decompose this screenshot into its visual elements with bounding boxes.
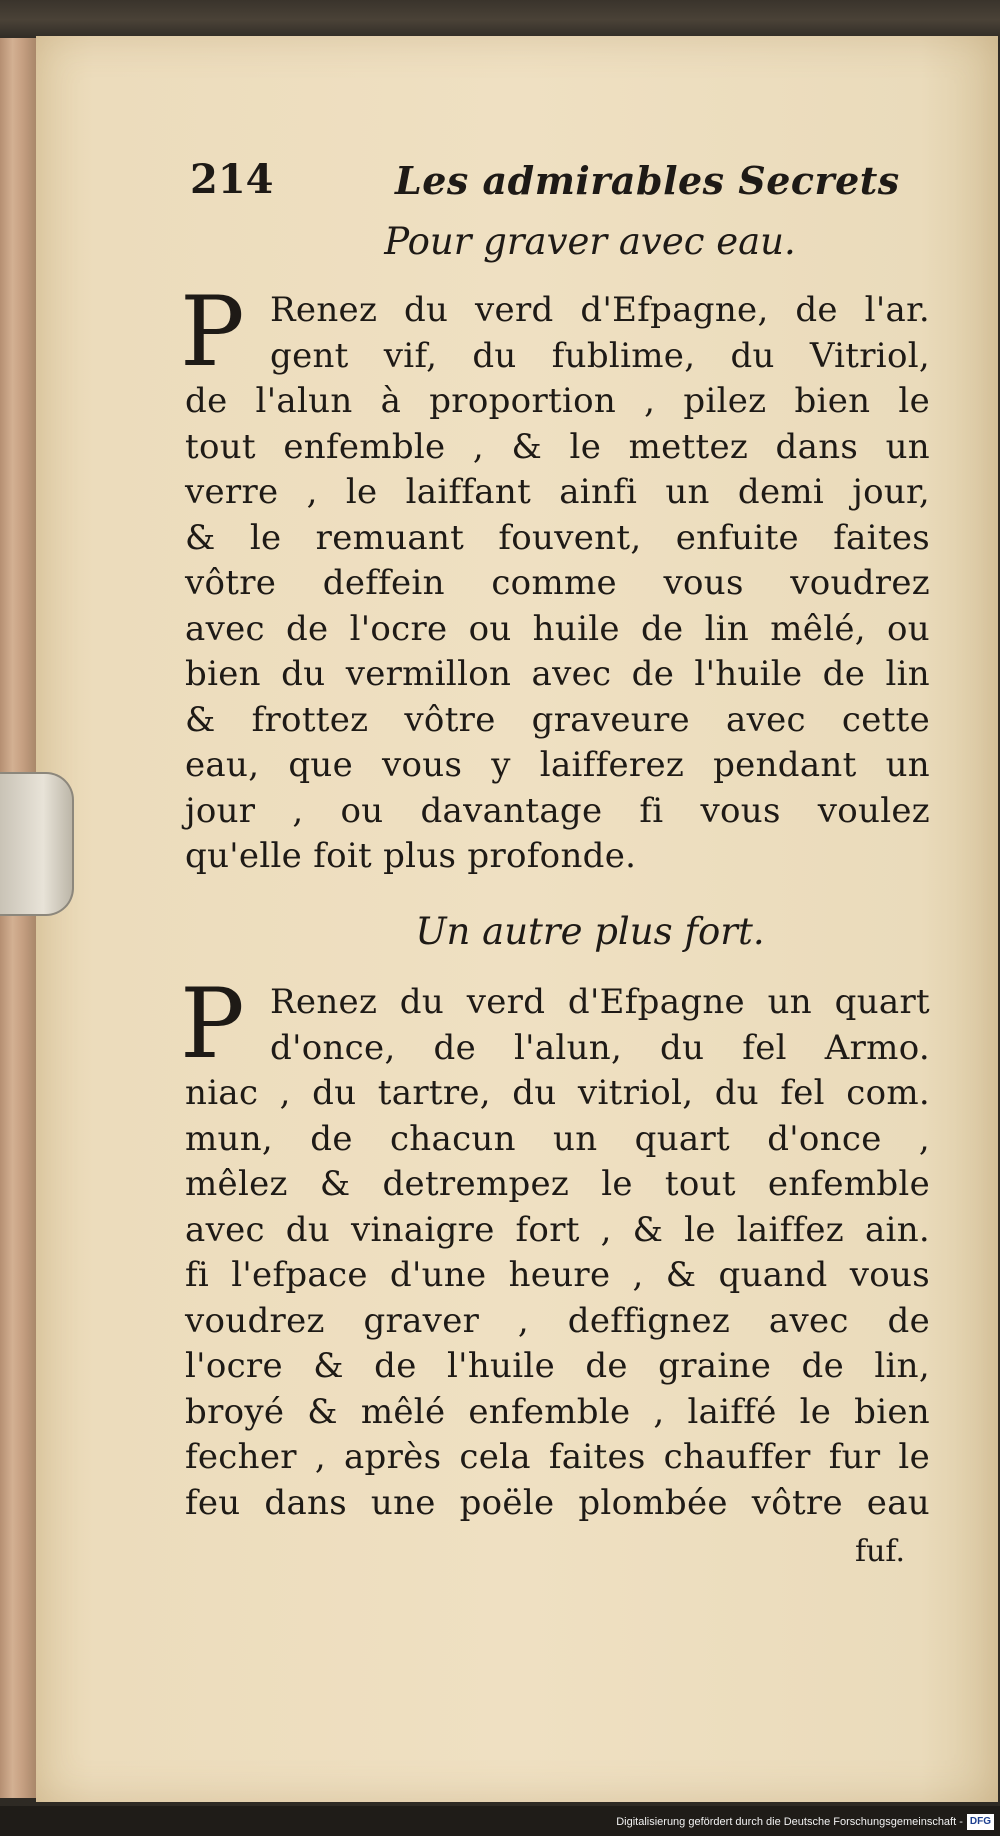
text-line: eau, que vous y laifferez pendant un [185, 745, 930, 785]
text-line: bien du vermillon avec de l'huile de lin [185, 654, 930, 694]
drop-cap: P [180, 968, 245, 1080]
text-line: jour , ou davantage fi vous voulez [185, 790, 930, 831]
running-head [150, 156, 950, 206]
text-line: & frottez vôtre graveure avec cette [185, 699, 930, 740]
text-line: broyé & mêlé enfemble , laiffé le bien [185, 1391, 930, 1432]
dfg-logo: DFG [967, 1814, 994, 1830]
text-line: qu'elle foit plus profonde. [185, 836, 637, 876]
text-line: avec de l'ocre ou huile de lin mêlé, ou [185, 608, 930, 649]
running-title: Les admirables Secrets [395, 158, 900, 203]
text-line: vôtre deffein comme vous voudrez [185, 563, 930, 603]
text-line: & le remuant fouvent, enfuite faites [185, 517, 930, 558]
text-line: Renez du verd d'Efpagne un quart [270, 982, 930, 1022]
section-heading: Un autre plus fort. [415, 910, 765, 953]
text-line: l'ocre & de l'huile de graine de lin, [185, 1346, 930, 1386]
text-line: gent vif, du fublime, du Vitriol, [270, 335, 930, 376]
book-edge [0, 38, 38, 1798]
text-line: tout enfemble , & le mettez dans un [185, 426, 930, 467]
text-line: avec du vinaigre fort , & le laiffez ain. [185, 1209, 930, 1250]
page-number: 214 [190, 156, 274, 203]
catchword: fuf. [855, 1534, 905, 1569]
text-line: d'once, de l'alun, du fel Armo. [270, 1027, 930, 1068]
page-clip [0, 772, 74, 916]
text-line: niac , du tartre, du vitriol, du fel com. [185, 1073, 930, 1113]
text-line: fecher , après cela faites chauffer fur le [185, 1437, 930, 1477]
recipe-paragraph [180, 968, 930, 1526]
funding-credit [616, 1812, 994, 1832]
credit-text: Digitalisierung gefördert durch die Deutsche Forschungsgemeinschaft - [616, 1816, 963, 1828]
text-line: mun, de chacun un quart d'once , [185, 1118, 930, 1159]
section-heading: Pour graver avec eau. [384, 220, 796, 263]
text-line: fi l'efpace d'une heure , & quand vous [185, 1255, 930, 1295]
text-line: verre , le laiffant ainfi un demi jour, [185, 472, 930, 512]
recipe-paragraph [180, 276, 930, 880]
text-line: feu dans une poële plombée vôtre eau [185, 1482, 930, 1523]
text-line: voudrez graver , deffignez avec de [185, 1300, 930, 1341]
drop-cap: P [180, 276, 245, 388]
text-line: mêlez & detrempez le tout enfemble [185, 1164, 930, 1204]
text-line: Renez du verd d'Efpagne, de l'ar. [270, 290, 930, 330]
text-line: de l'alun à proportion , pilez bien le [185, 381, 930, 421]
